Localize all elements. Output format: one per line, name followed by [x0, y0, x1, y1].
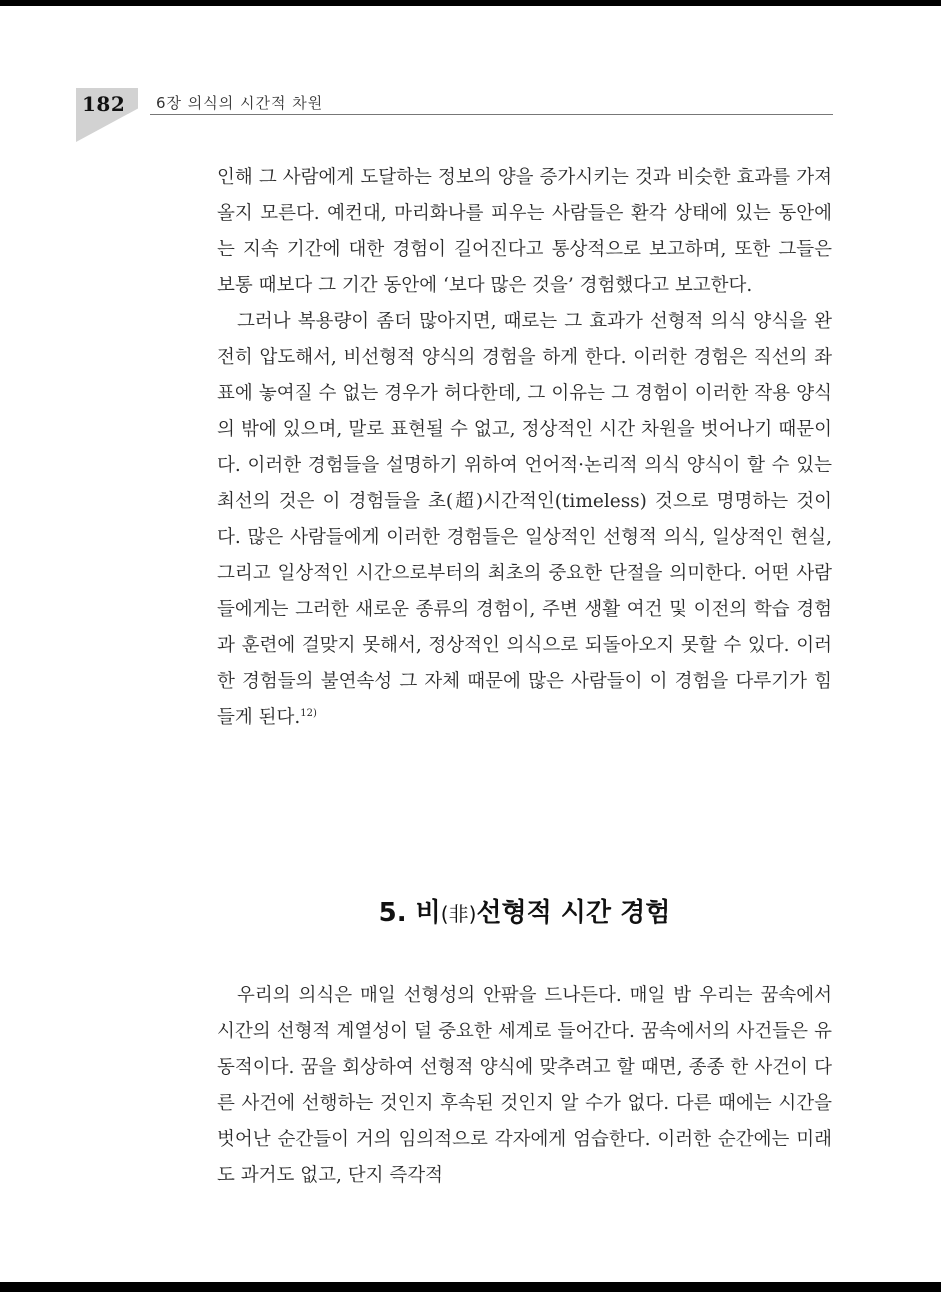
section-heading-hanja: (非) — [440, 902, 477, 926]
body-block-1 — [217, 160, 832, 736]
paragraph-1: 인해 그 사람에게 도달하는 정보의 양을 증가시키는 것과 비슷한 효과를 가져올지 모른다. 예컨대, 마리화나를 피우는 사람들은 환각 상태에 있는 동안에는 지속 기간에 대한 경험이 길어진다고 통상적으로 보고하며, 또한 그들은 보통 때보다 그 기간 동안에 ‘보다 많은 것을’ 경험했다고 보고한다. — [217, 167, 832, 296]
body-block-2 — [217, 978, 832, 1194]
paragraph-3: 우리의 의식은 매일 선형성의 안팎을 드나든다. 매일 밤 우리는 꿈속에서 시간의 선형적 계열성이 덜 중요한 세계로 들어간다. 꿈속에서의 사건들은 유동적이다. 꿈을 회상하여 선형적 양식에 맞추려고 할 때면, 종종 한 사건이 다른 사건에 선행하는 것인지 후속된 것인지 알 수가 없다. 다른 때에는 시간을 벗어난 순간들이 거의 임의적으로 각자에게 엄습한다. 이러한 순간에는 미래도 과거도 없고, 단지 즉각적 — [217, 985, 832, 1186]
page-header — [0, 6, 941, 146]
paragraph-2 — [217, 304, 832, 736]
running-title: 6장 의식의 시간적 차원 — [156, 94, 324, 112]
section-heading-suffix: 선형적 시간 경험 — [476, 898, 671, 928]
footnote-reference: 12) — [300, 707, 317, 719]
section-heading-prefix: 5. 비 — [378, 898, 441, 928]
page-number: 182 — [82, 92, 126, 116]
paragraph-2-text: 그러나 복용량이 좀더 많아지면, 때로는 그 효과가 선형적 의식 양식을 완전히 압도해서, 비선형적 양식의 경험을 하게 한다. 이러한 경험은 직선의 좌표에 놓여질 수 없는 경우가 허다한데, 그 이유는 그 경험이 이러한 작용 양식의 밖에 있으며, 말로 표현될 수 없고, 정상적인 시간 차원을 벗어나기 때문이다. 이러한 경험들을 설명하기 위하여 언어적·논리적 의식 양식이 할 수 있는 최선의 것은 이 경험들을 초(超)시간적인(timeless) 것으로 명명하는 것이다. 많은 사람들에게 이러한 경험들은 일상적인 선형적 의식, 일상적인 현실, 그리고 일상적인 시간으로부터의 최초의 중요한 단절을 의미한다. 어떤 사람들에게는 그러한 새로운 종류의 경험이, 주변 생활 여건 및 이전의 학습 경험과 훈련에 걸맞지 못해서, 정상적인 의식으로 되돌아오지 못할 수 있다. 이러한 경험들의 불연속성 그 자체 때문에 많은 사람들이 이 경험을 다루기가 힘들게 된다. — [217, 311, 832, 728]
section-heading — [217, 892, 832, 929]
document-page — [0, 6, 941, 1282]
header-rule — [150, 114, 833, 115]
